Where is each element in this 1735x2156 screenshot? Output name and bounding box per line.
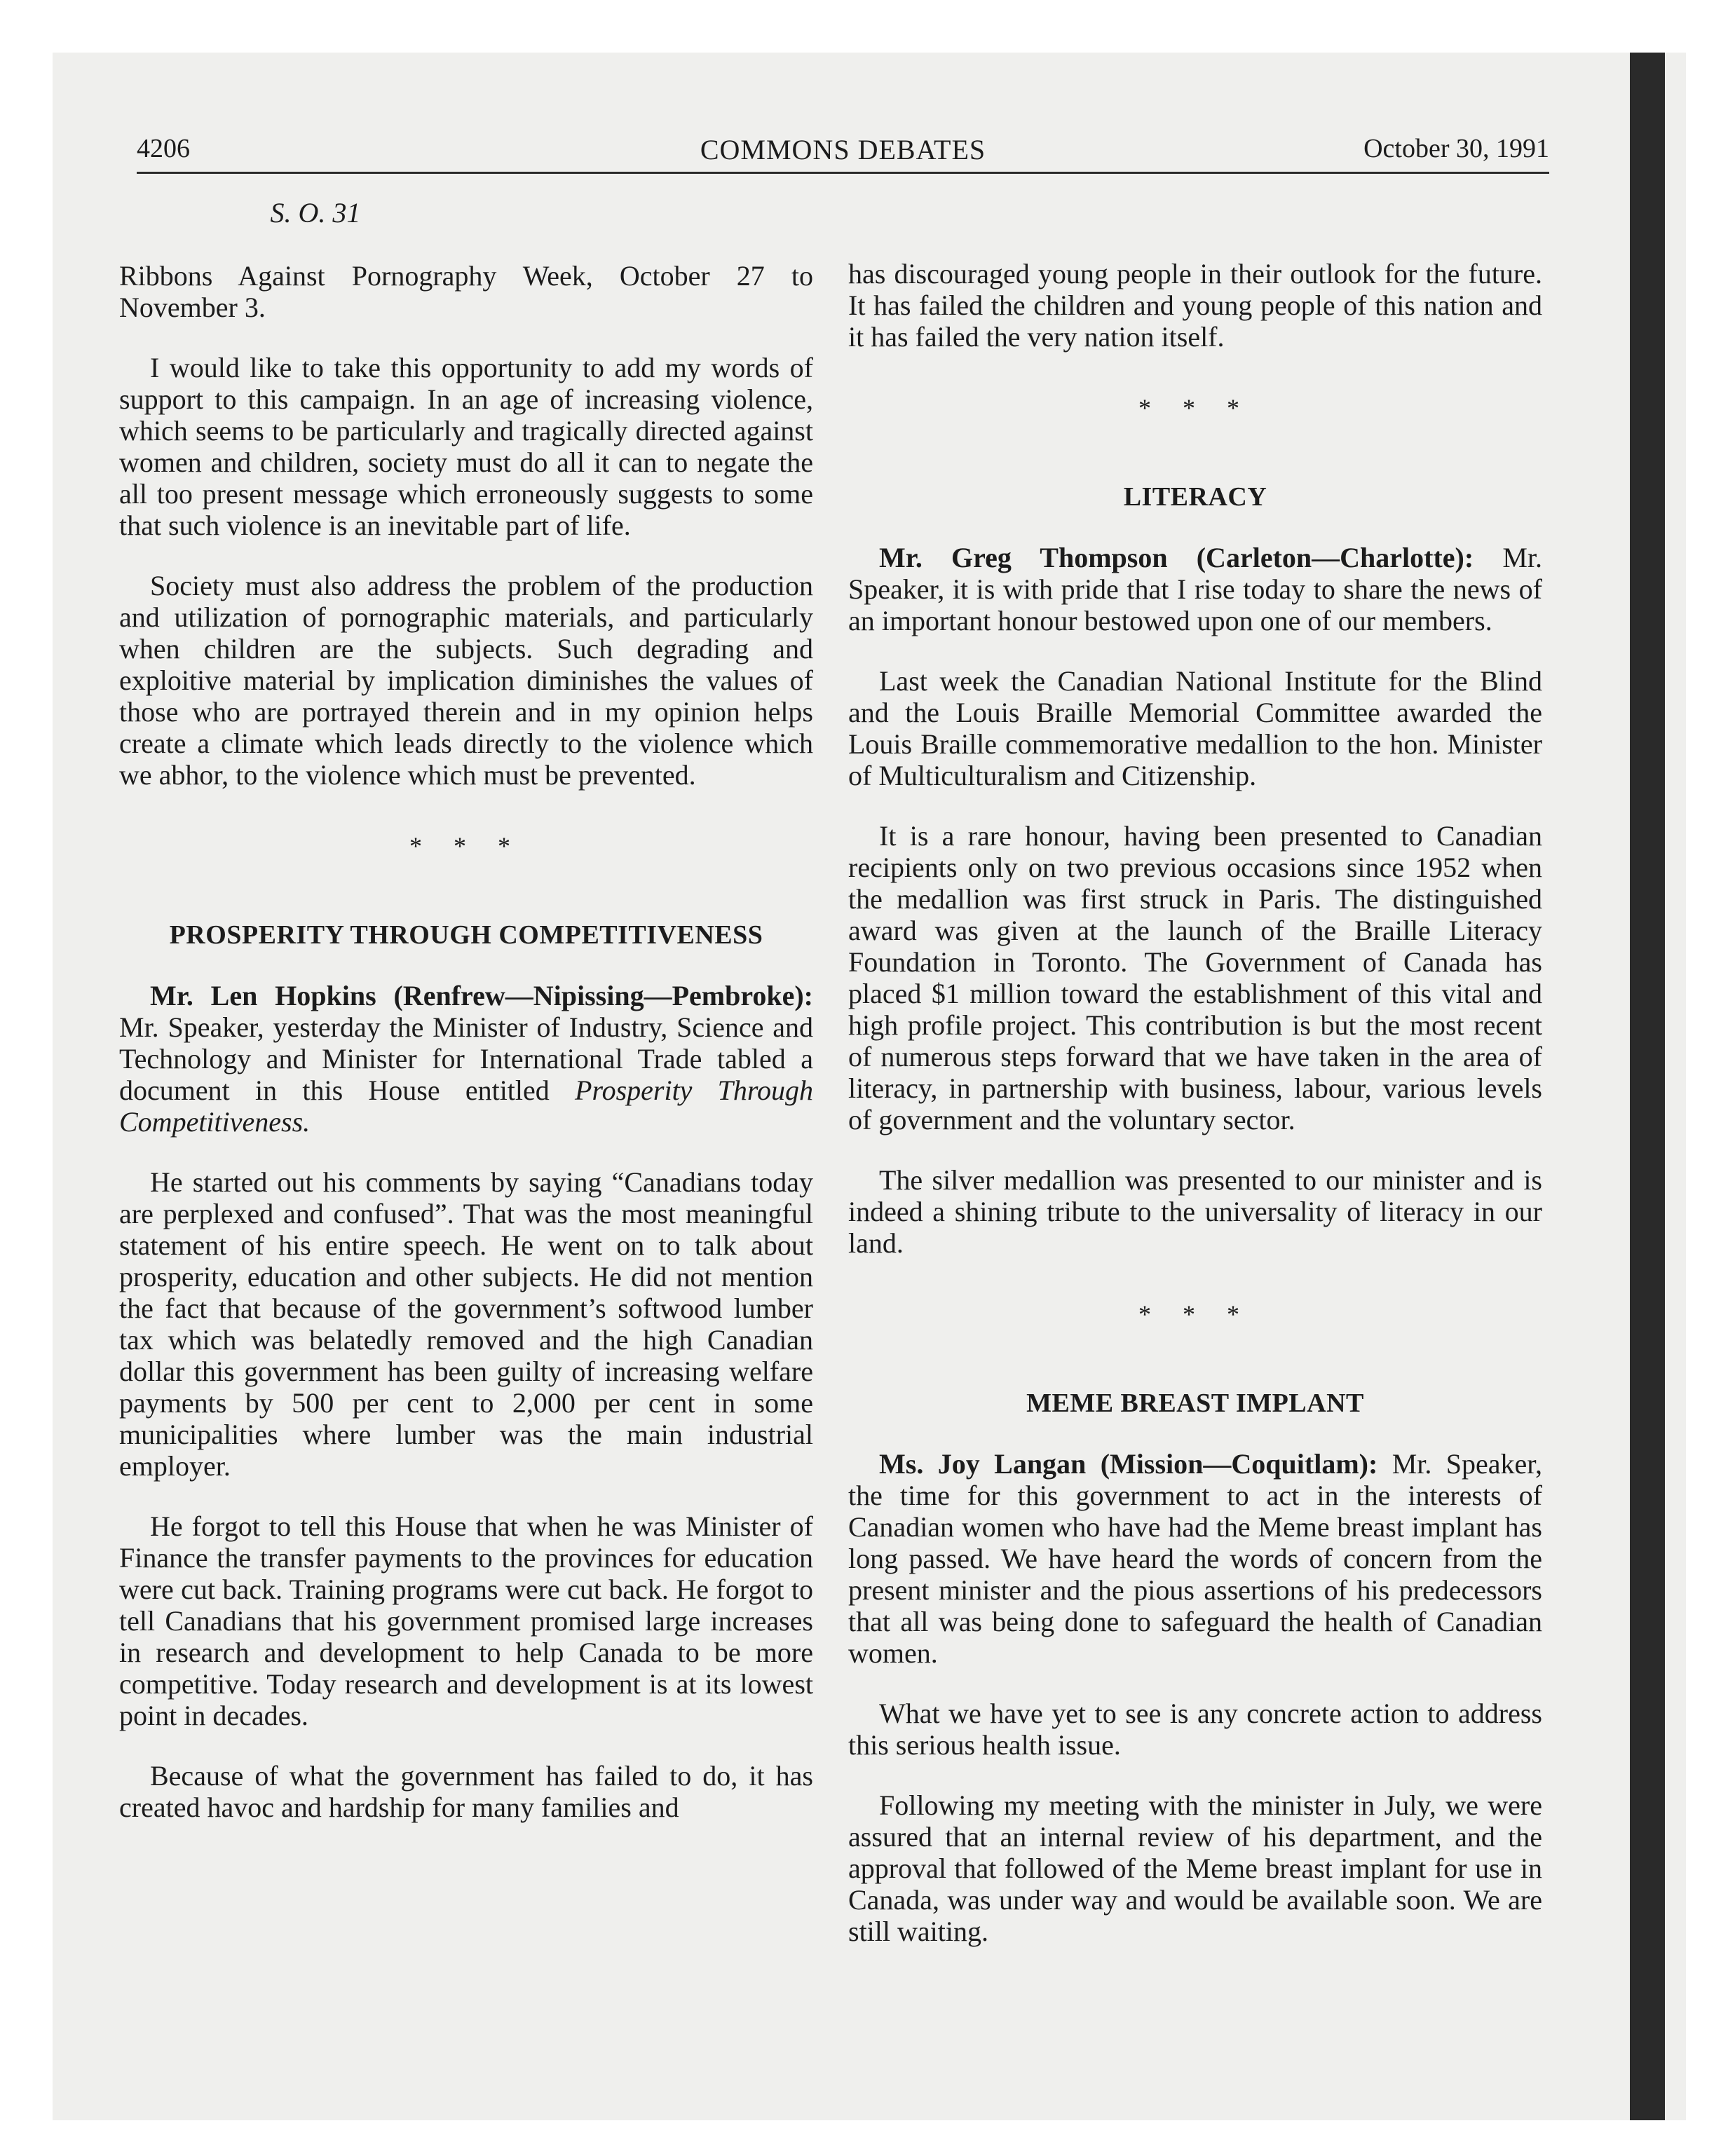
paragraph: Following my meeting with the minister in July, we were assured that an internal review of his department, and the approval that followed of the Meme breast implant for use in Canada, was under way and would be available soon. We are still waiting. [848,1789,1542,1947]
speech-paragraph [848,1448,1542,1669]
section-separator: * * * [1138,1300,1252,1328]
speech-text: Mr. Speaker, it is with pride that I rise today to share the news of an important honour bestowed upon one of our members. [848,542,1542,636]
speaker-name: Ms. Joy Langan (Mission—Coquitlam): [879,1448,1378,1480]
paragraph: Last week the Canadian National Institute for the Blind and the Louis Braille Memorial Committee awarded the Louis Braille commemorative medallion to the hon. Minister of Multiculturalism and Citizenship. [848,665,1542,791]
page-header [137,133,1549,174]
publication-date: October 30, 1991 [1363,134,1549,163]
section-heading: PROSPERITY THROUGH COMPETITIVENESS [169,920,763,950]
section-heading: LITERACY [1123,482,1267,512]
paragraph: I would like to take this opportunity to add my words of support to this campaign. In an age of increasing violence, which seems to be particularly and tragically directed against women and children, society must do all it can to negate the all too present message which erroneously suggests to some that such violence is an inevitable part of life. [119,352,813,541]
paragraph: has discouraged young people in their outlook for the future. It has failed the children and young people of this nation and it has failed the very nation itself. [848,258,1542,353]
speech-text: Mr. Speaker, yesterday the Minister of Industry, Science and Technology and Minister for International Trade tabled a document in this House entitled [119,1011,813,1106]
paragraph: Ribbons Against Pornography Week, October 27 to November 3. [119,260,813,323]
publication-title: COMMONS DEBATES [700,134,986,165]
right-column [848,258,1542,1976]
paragraph: What we have yet to see is any concrete action to address this serious health issue. [848,1698,1542,1761]
paragraph: Society must also address the problem of the production and utilization of pornographic materials, and particularly when children are the subjects. Such degrading and exploitive material by implication diminishes the values of those who are portrayed therein and in my opinion helps create a climate which leads directly to the violence which we abhor, to the violence which must be prevented. [119,570,813,791]
paragraph: Because of what the government has failed to do, it has created havoc and hardship for many families and [119,1760,813,1823]
speech-text: Mr. Speaker, the time for this government to act in the interests of Canadian women who have had the Meme breast implant has long passed. We have heard the words of concern from the present minister and the pious assertions of his predecessors that all was being done to safeguard the health of Canadian women. [848,1448,1542,1669]
paragraph: He forgot to tell this House that when he was Minister of Finance the transfer payments to the provinces for education were cut back. Training programs were cut back. He forgot to tell Canadians that his government promised large increases in research and development to help Canada to be more competitive. Today research and development is at its lowest point in decades. [119,1510,813,1731]
speaker-name: Mr. Len Hopkins (Renfrew—Nipissing—Pembroke): [150,980,813,1011]
section-separator: * * * [409,832,523,860]
speech-paragraph [848,542,1542,636]
document-title: Prosperity Through Competitiveness. [119,1074,814,1138]
section-separator: * * * [1138,394,1252,422]
left-column [119,196,813,1852]
paragraph: He started out his comments by saying “Canadians today are perplexed and confused”. That was the most meaningful statement of his entire speech. He went on to talk about prosperity, education and other subjects. He did not mention the fact that because of the government’s softwood lumber tax which was belatedly removed and the high Canadian dollar this government has been guilty of increasing welfare payments by 500 per cent to 2,000 per cent in some municipalities where lumber was the main industrial employer. [119,1166,813,1482]
scan-edge-shadow [1630,53,1665,2120]
page-number: 4206 [137,134,190,163]
section-heading: MEME BREAST IMPLANT [1026,1389,1364,1418]
paragraph: The silver medallion was presented to our minister and is indeed a shining tribute to the universality of literacy in our land. [848,1164,1542,1259]
speech-paragraph [119,980,813,1138]
paragraph: It is a rare honour, having been presented to Canadian recipients only on two previous occasions since 1952 when the medallion was first struck in Paris. The distinguished award was given at the launch of the Braille Literacy Foundation in Toronto. The Government of Canada has placed $1 million toward the establishment of this vital and high profile project. This contribution is but the most recent of numerous steps forward that we have taken in the area of literacy, in partnership with business, labour, various levels of government and the voluntary sector. [848,820,1542,1135]
speaker-name: Mr. Greg Thompson (Carleton—Charlotte): [879,542,1474,573]
section-label: S. O. 31 [270,197,361,228]
